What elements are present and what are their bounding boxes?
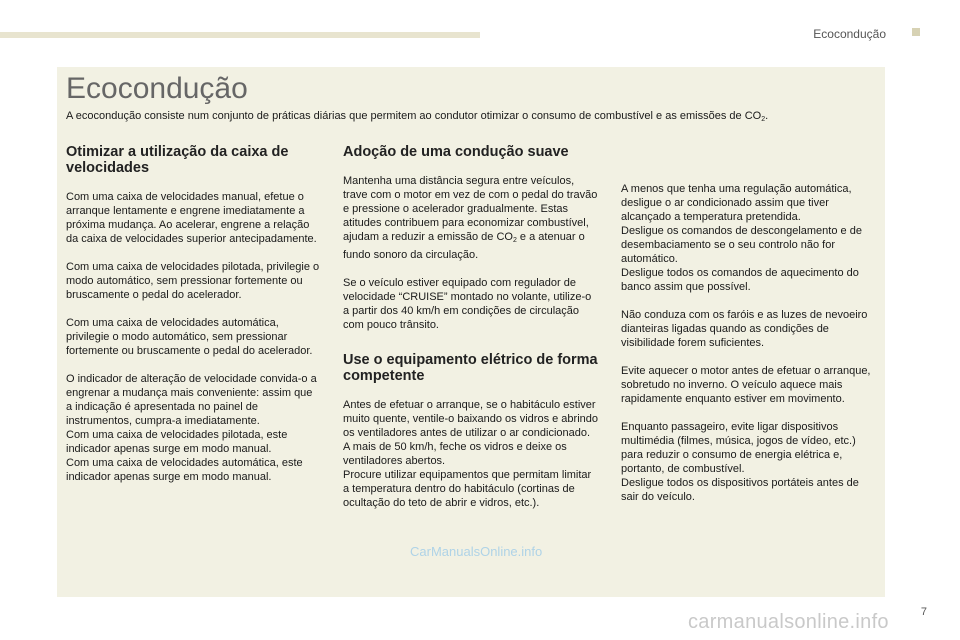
paragraph: Mantenha uma distância segura entre veículos, trave com o motor em vez de com o pedal do travão e pressione o acelerador gradualmente. Estas atitudes contribuem para economizar combustível, ajudam a reduzir a emissão de $CO_2$ e a atenuar o fundo sonoro da circulação.: [343, 175, 598, 261]
header-rule: [0, 32, 480, 38]
paragraph: A menos que tenha uma regulação automática, desligue o ar condicionado assim que tiver alcançado a temperatura pretendida. Desligue os comandos de descongelamento e de desembaciamento se o seu controlo não for automático. Desligue todos os comandos de aquecimento do banco assim que possível.: [621, 183, 862, 293]
section-heading-smooth-driving: Adoção de uma condução suave: [343, 144, 569, 160]
paragraph: Não conduza com os faróis e as luzes de nevoeiro dianteiras ligadas quando as condições de visibilidade forem suficientes.: [621, 309, 868, 349]
page-title: Ecocondução: [66, 72, 248, 105]
paragraph: O indicador de alteração de velocidade convida-o a engrenar a mudança mais conveniente: assim que a indicação é apresentada no painel de instrumentos, cumpra-a imediatamente. Com uma caixa de velocidades pilotada, este indicador apenas surge em modo manual. Com uma caixa de velocidades automática, este indicador apenas surge em modo manual.: [66, 373, 317, 483]
section-heading-electrical: Use o equipamento elétrico de forma competente: [343, 352, 598, 384]
paragraph: Se o veículo estiver equipado com regulador de velocidade “CRUISE” montado no volante, utilize-o a partir dos 40 km/h em condições de circulação com pouco trânsito.: [343, 277, 592, 331]
watermark-footer: carmanualsonline.info: [688, 611, 889, 633]
section-heading-gearbox: Otimizar a utilização da caixa de velocidades: [66, 144, 289, 176]
paragraph: Com uma caixa de velocidades automática, privilegie o modo automático, sem pressionar fortemente ou bruscamente o pedal do acelerador.: [66, 317, 313, 357]
page-number: 7: [920, 606, 927, 618]
column-smooth-driving: [343, 144, 598, 524]
intro-paragraph: A ecocondução consiste num conjunto de práticas diárias que permitem ao condutor otimizar o consumo de combustível e as emissões de $CO_2$.: [66, 110, 769, 123]
paragraph: Evite aquecer o motor antes de efetuar o arranque, sobretudo no inverno. O veículo aquece mais rapidamente enquanto estiver em movimento.: [621, 365, 871, 405]
paragraph: Com uma caixa de velocidades pilotada, privilegie o modo automático, sem pressionar fortemente ou bruscamente o pedal do acelerador.: [66, 261, 320, 301]
paragraph: Enquanto passageiro, evite ligar dispositivos multimédia (filmes, música, jogos de vídeo, etc.) para reduzir o consumo de energia elétrica e, portanto, de combustível. Desligue todos os dispositivos portáteis antes de sair do veículo.: [621, 421, 859, 503]
running-header: Ecocondução: [813, 27, 886, 41]
column-continued: [621, 182, 879, 518]
header-marker: [912, 28, 920, 36]
watermark-overlay: CarManualsOnline.info: [410, 544, 543, 559]
column-gearbox: [66, 144, 321, 498]
paragraph: Antes de efetuar o arranque, se o habitáculo estiver muito quente, ventile-o baixando os vidros e abrindo os ventiladores antes de utilizar o ar condicionado. A mais de 50 km/h, feche os vidros e deixe os ventiladores abertos. Procure utilizar equipamentos que permitam limitar a temperatura dentro do habitáculo (cortinas de ocultação do teto de abrir e vidros, etc.).: [343, 399, 598, 509]
paragraph: Com uma caixa de velocidades manual, efetue o arranque lentamente e engrene imediatamente a próxima mudança. Ao acelerar, engrene a relação da caixa de velocidades superior antecipadamente.: [66, 191, 317, 245]
